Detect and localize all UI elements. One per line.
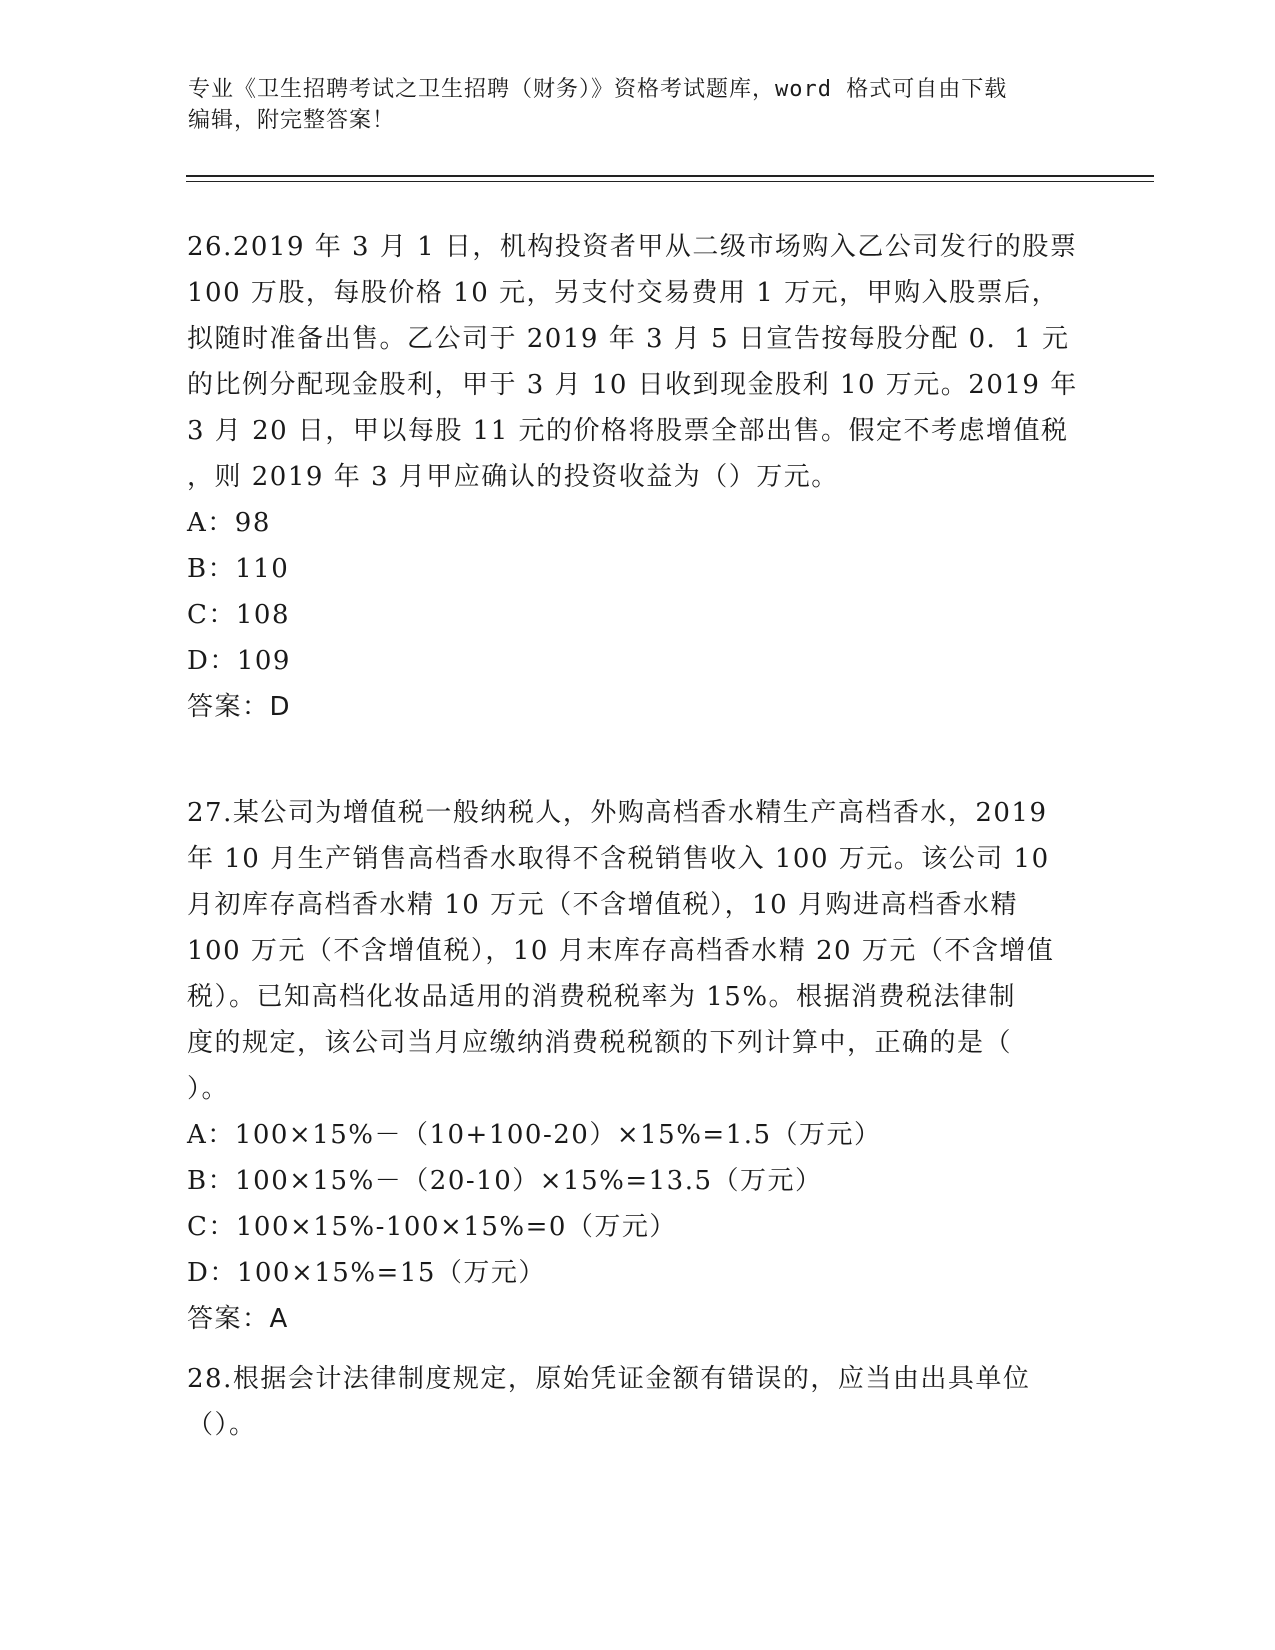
option-d: D：109 — [187, 646, 291, 676]
question-stem-line: 拟随时准备出售。乙公司于 2019 年 3 月 5 日宣告按每股分配 0．1 元 — [187, 324, 1070, 354]
question-stem-line: （）。 — [187, 1410, 257, 1440]
header-line-1: 专业《卫生招聘考试之卫生招聘（财务）》资格考试题库，word 格式可自由下载 — [188, 77, 1008, 102]
question-stem-line: ）。 — [187, 1074, 230, 1104]
header-divider-thin — [186, 181, 1154, 182]
question-stem-line: 税）。已知高档化妆品适用的消费税税率为 15%。根据消费税法律制 — [187, 982, 1017, 1012]
question-stem-line: ，则 2019 年 3 月甲应确认的投资收益为（）万元。 — [187, 462, 839, 492]
option-a: A：98 — [187, 508, 271, 538]
document-header — [188, 74, 1068, 136]
option-d: D：100×15%=15（万元） — [187, 1258, 546, 1288]
option-b: B：110 — [187, 554, 290, 584]
question-stem-line: 的比例分配现金股利，甲于 3 月 10 日收到现金股利 10 万元。2019 年 — [187, 370, 1078, 400]
question-stem-line: 年 10 月生产销售高档香水取得不含税销售收入 100 万元。该公司 10 — [187, 844, 1050, 874]
header-divider-thick — [186, 175, 1154, 177]
header-line-2: 编辑，附完整答案！ — [188, 108, 396, 133]
question-stem-line: 26.2019 年 3 月 1 日，机构投资者甲从二级市场购入乙公司发行的股票 — [187, 232, 1078, 262]
question-26 — [187, 224, 1087, 730]
question-stem-line: 月初库存高档香水精 10 万元（不含增值税），10 月购进高档香水精 — [187, 890, 1018, 920]
option-c: C：100×15%-100×15%=0（万元） — [187, 1212, 677, 1242]
question-stem-line: 3 月 20 日，甲以每股 11 元的价格将股票全部出售。假定不考虑增值税 — [187, 416, 1069, 446]
option-a: A：100×15%－（10+100-20）×15%=1.5（万元） — [187, 1120, 882, 1150]
question-27 — [187, 790, 1087, 1342]
option-b: B：100×15%－（20-10）×15%=13.5（万元） — [187, 1166, 823, 1196]
question-stem-line: 100 万元（不含增值税），10 月末库存高档香水精 20 万元（不含增值 — [187, 936, 1055, 966]
option-c: C：108 — [187, 600, 291, 630]
answer-label: 答案：D — [187, 692, 292, 722]
question-stem-line: 28.根据会计法律制度规定，原始凭证金额有错误的，应当由出具单位 — [187, 1364, 1031, 1394]
question-28 — [187, 1356, 1087, 1448]
question-stem-line: 27.某公司为增值税一般纳税人，外购高档香水精生产高档香水，2019 — [187, 798, 1048, 828]
question-stem-line: 100 万股，每股价格 10 元，另支付交易费用 1 万元，甲购入股票后， — [187, 278, 1060, 308]
question-stem-line: 度的规定，该公司当月应缴纳消费税税额的下列计算中，正确的是（ — [187, 1028, 1013, 1058]
answer-label: 答案：A — [187, 1304, 289, 1334]
